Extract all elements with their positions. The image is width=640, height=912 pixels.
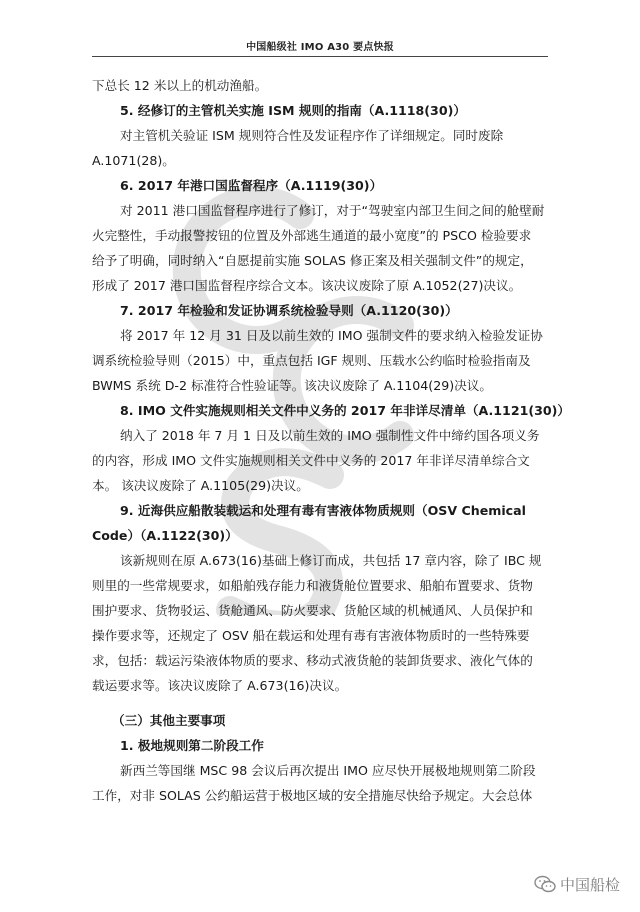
- section-heading: 7. 2017 年检验和发证协调系统检验导则（A.1120(30)）: [120, 303, 458, 318]
- text-line: 给予了明确，同时纳入“自愿提前实施 SOLAS 修正案及相关强制文件”的规定，: [92, 253, 533, 268]
- section-heading: 1. 极地规则第二阶段工作: [120, 738, 264, 753]
- text-line: 该新规则在原 A.673(16)基础上修订而成，共包括 17 章内容，除了 IBC 规: [120, 553, 542, 568]
- section-heading-continued: Code）（A.1122(30)）: [92, 528, 238, 543]
- text-line: 新西兰等国继 MSC 98 会议后再次提出 IMO 应尽快开展极地规则第二阶段: [120, 763, 536, 778]
- text-line: 将 2017 年 12 月 31 日及以前生效的 IMO 强制文件的要求纳入检验发证协: [120, 328, 543, 343]
- running-header: 中国船级社 IMO A30 要点快报: [246, 42, 394, 53]
- text-line: 工作，对非 SOLAS 公约船运营于极地区域的安全措施尽快给予规定。大会总体: [92, 788, 533, 803]
- text-line: 下总长 12 米以上的机动渔船。: [92, 78, 268, 93]
- section-heading: 5. 经修订的主管机关实施 ISM 规则的指南（A.1118(30)）: [120, 103, 466, 118]
- wechat-icon: [534, 875, 556, 893]
- text-line: 纳入了 2018 年 7 月 1 日及以前生效的 IMO 强制性文件中缔约国各项义务: [120, 428, 540, 443]
- text-line: BWMS 系统 D-2 标准符合性验证等。该决议废除了 A.1104(29)决议。: [92, 378, 492, 393]
- text-line: 则里的一些常规要求，如船舶残存能力和液货舱位置要求、船舶布置要求、货物: [92, 578, 533, 593]
- text-line: A.1071(28)。: [92, 153, 175, 168]
- footer-logo: [534, 872, 620, 896]
- text-line: 本。 该决议废除了 A.1105(29)决议。: [92, 478, 309, 493]
- text-line: 对 2011 港口国监督程序进行了修订，对于“驾驶室内部卫生间之间的舱壁耐: [120, 203, 545, 218]
- text-line: 求，包括：载运污染液体物质的要求、移动式液货舱的装卸货要求、液化气体的: [92, 653, 533, 668]
- text-line: 操作要求等，还规定了 OSV 船在载运和处理有毒有害液体物质时的一些特殊要: [92, 628, 530, 643]
- text-line: 对主管机关验证 ISM 规则符合性及发证程序作了详细规定。同时废除: [120, 128, 504, 143]
- subsection-heading: （三）其他主要事项: [112, 713, 226, 728]
- text-line: 形成了 2017 港口国监督程序综合文本。该决议废除了原 A.1052(27)决议。: [92, 278, 522, 293]
- header-divider: [92, 56, 548, 57]
- text-line: 围护要求、货物驳运、货舱通风、防火要求、货舱区域的机械通风、人员保护和: [92, 603, 533, 618]
- text-line: 的内容，形成 IMO 文件实施规则相关文件中义务的 2017 年非详尽清单综合文: [92, 453, 530, 468]
- footer-logo-text: 中国船检: [560, 875, 621, 894]
- section-heading: 9. 近海供应船散装载运和处理有毒有害液体物质规则（OSV Chemical: [120, 503, 526, 518]
- section-heading: 8. IMO 文件实施规则相关文件中义务的 2017 年非详尽清单（A.1121(30)）: [120, 403, 570, 418]
- text-line: 载运要求等。该决议废除了 A.673(16)决议。: [92, 678, 348, 693]
- text-line: 调系统检验导则（2015）中，重点包括 IGF 规则、压载水公约临时检验指南及: [92, 353, 531, 368]
- text-line: 火完整性，手动报警按钮的位置及外部逃生通道的最小宽度”的 PSCO 检验要求: [92, 228, 532, 243]
- section-heading: 6. 2017 年港口国监督程序（A.1119(30)）: [120, 178, 383, 193]
